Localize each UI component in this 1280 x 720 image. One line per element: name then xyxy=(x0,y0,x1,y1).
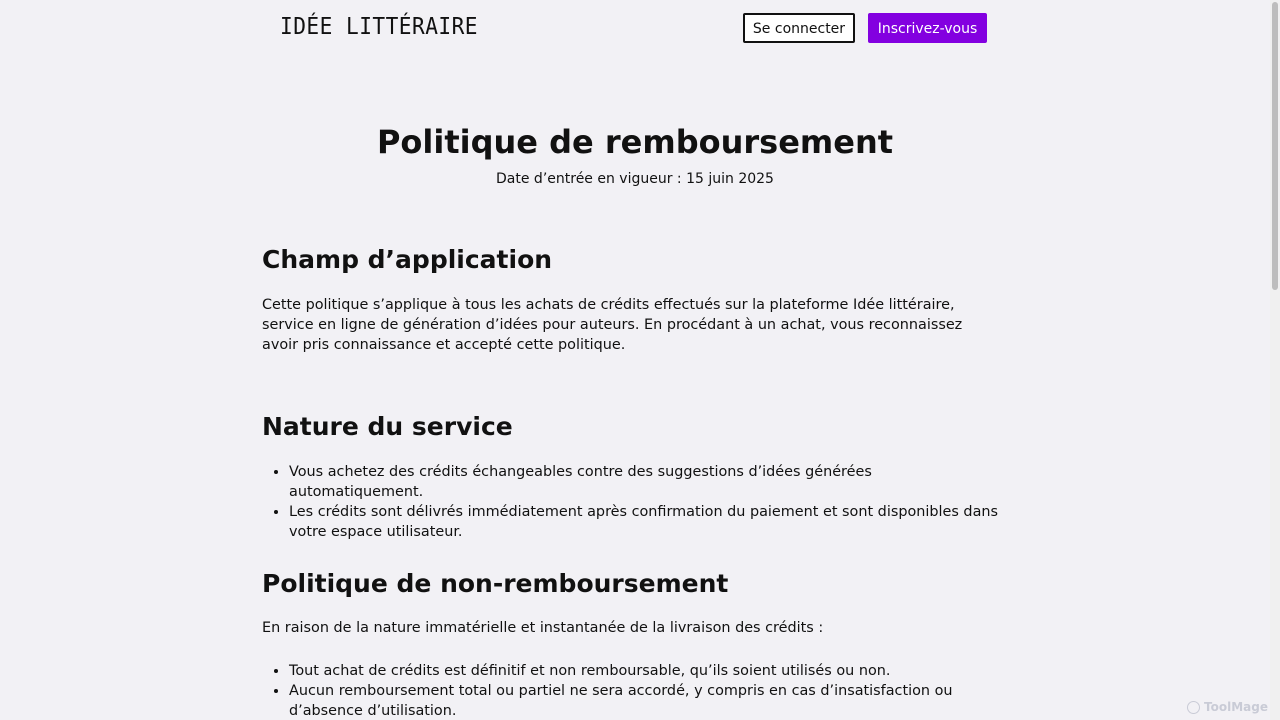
scrollbar-thumb[interactable] xyxy=(1272,2,1278,290)
watermark-logo-icon xyxy=(1187,701,1200,714)
section-paragraph-scope: Cette politique s’applique à tous les achats de crédits effectués sur la plateforme Idée littéraire, service en ligne de génération d’idées pour auteurs. En procédant à un achat, vous reconnaissez avoir pris connaissance et accepté cette politique. xyxy=(262,297,963,353)
list-item: • Tout achat de crédits est définitif et non remboursable, qu’ils soient utilisés ou non. xyxy=(289,661,1008,681)
vertical-scrollbar[interactable] xyxy=(1270,0,1280,720)
section-heading-non-refund: Politique de non-remboursement xyxy=(262,569,729,598)
list-item: • Vous achetez des crédits échangeables contre des suggestions d’idées générées automatiquement. xyxy=(289,462,1008,502)
site-header xyxy=(0,0,1270,60)
service-list xyxy=(262,462,1008,542)
signup-button[interactable]: Inscrivez-vous xyxy=(868,13,987,43)
list-item: • Les crédits sont délivrés immédiatement après confirmation du paiement et sont disponibles dans votre espace utilisateur. xyxy=(289,502,1008,542)
effective-date: Date d’entrée en vigueur : 15 juin 2025 xyxy=(496,171,774,187)
site-logo[interactable]: IDÉE LITTÉRAIRE xyxy=(280,14,479,40)
login-button[interactable]: Se connecter xyxy=(743,13,855,43)
section-heading-scope: Champ d’application xyxy=(262,245,553,274)
non-refund-list xyxy=(262,661,1008,720)
page-title: Politique de remboursement xyxy=(376,123,894,161)
section-heading-service: Nature du service xyxy=(262,412,513,441)
list-item: • Aucun remboursement total ou partiel ne sera accordé, y compris en cas d’insatisfaction ou d’absence d’utilisation. xyxy=(289,681,1008,720)
section-paragraph-non-refund: En raison de la nature immatérielle et instantanée de la livraison des crédits : xyxy=(262,620,824,636)
watermark xyxy=(1187,700,1268,714)
watermark-text: ToolMage xyxy=(1204,700,1268,714)
